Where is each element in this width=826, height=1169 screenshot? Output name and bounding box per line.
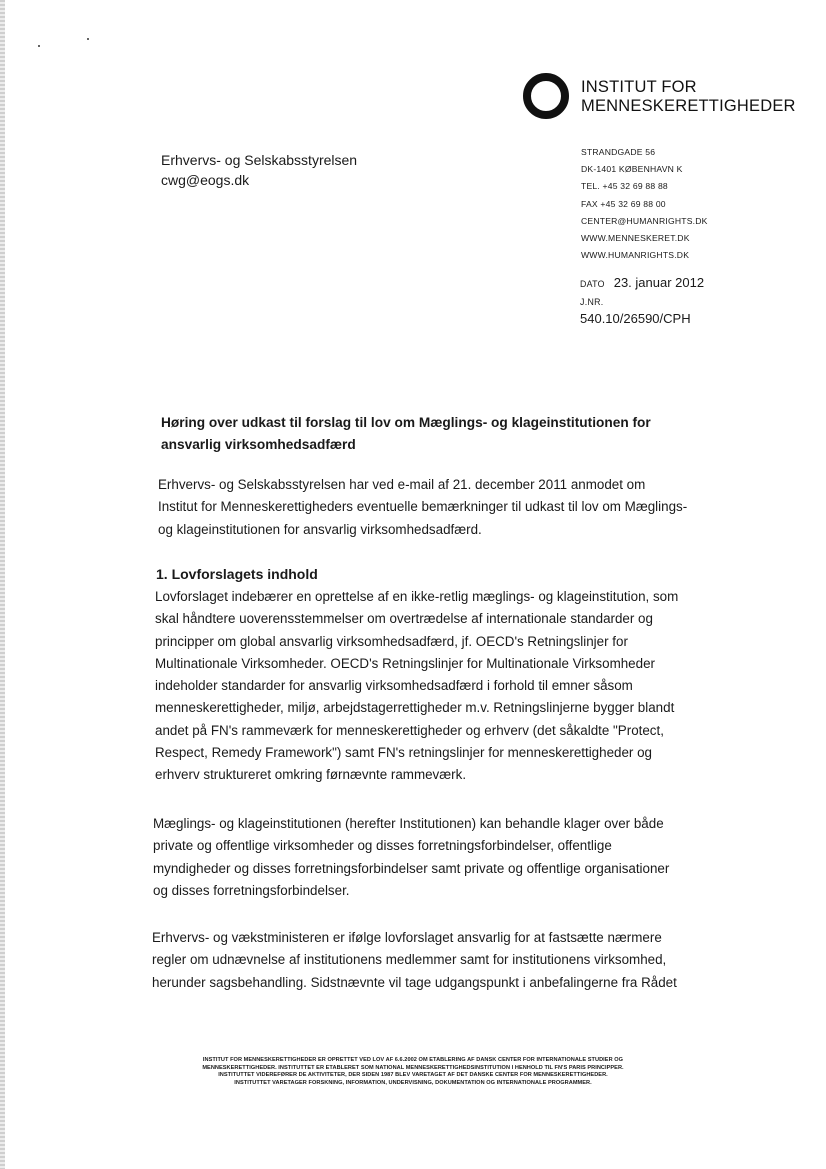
legal-footer [150, 1057, 676, 1088]
text-line: Mæglings- og klageinstitutionen (herefter Institutionen) kan behandle klager over både [153, 816, 664, 831]
text-line: og disses forretningsforbindelser. [153, 882, 350, 898]
section-heading: 1. Lovforslagets indhold [156, 566, 318, 582]
scan-speck [87, 38, 89, 40]
contact-city: DK-1401 KØBENHAVN K [581, 164, 683, 175]
text-line: herunder sagsbehandling. Sidstnævnte vil tage udgangspunkt i anbefalingerne fra Rådet [152, 974, 677, 990]
scan-speck [38, 45, 40, 47]
text-line: Respect, Remedy Framework") samt FN's retningslinjer for menneskerettigheder og [155, 745, 652, 761]
letter-subject [161, 412, 681, 455]
scan-edge-artifact [0, 0, 5, 1169]
intro-paragraph [158, 474, 698, 541]
section-paragraph-2 [153, 813, 693, 902]
meta-block [580, 274, 704, 328]
text-line: og klageinstitutionen for ansvarlig virksomhedsadfærd. [158, 521, 482, 537]
section-paragraph-3 [152, 927, 692, 994]
text-line: erhverv struktureret omkring førnævnte rammeværk. [155, 767, 467, 783]
logo-line-2: MENNESKERETTIGHEDER [581, 97, 796, 115]
text-line: Multinationale Virksomheder. OECD's Retningslinjer for Multinationale Virksomheder [155, 655, 655, 671]
contact-web-1: WWW.MENNESKERET.DK [581, 233, 690, 244]
text-line: Erhvervs- og vækstministeren er ifølge lovforslaget ansvarlig for at fastsætte nærmere [152, 930, 662, 945]
contact-fax: FAX +45 32 69 88 00 [581, 198, 666, 209]
jnr-label: J.NR. [580, 297, 604, 307]
contact-email: CENTER@HUMANRIGHTS.DK [581, 215, 708, 226]
jnr-value: 540.10/26590/CPH [580, 311, 691, 326]
contact-phone: TEL. +45 32 69 88 88 [581, 181, 668, 192]
text-line: Institut for Menneskerettigheders eventuelle bemærkninger til udkast til lov om Mæglings- [158, 499, 688, 515]
subject-line: Høring over udkast til forslag til lov om Mæglings- og klageinstitutionen for [161, 415, 651, 430]
date-label: DATO [580, 279, 605, 289]
text-line: indeholder standarder for ansvarlig virksomhedsadfærd i forhold til emner såsom [155, 678, 633, 694]
contact-street: STRANDGADE 56 [581, 147, 656, 157]
contact-block [581, 144, 708, 264]
text-line: regler om udnævnelse af institutionens medlemmer samt for institutionens virksomhed, [152, 952, 667, 968]
text-line: menneskerettigheder, miljø, arbejdstagerrettigheder m.v. Retningslinjerne bygger blandt [155, 700, 675, 716]
footer-line: INSTITUTTET VIDEREFØRER DE AKTIVITETER, DER SIDEN 1987 BLEV VARETAGET AF DET DANSKE CENTER FOR MENNESKERETTIGHEDER. [218, 1072, 608, 1079]
recipient-email: cwg@eogs.dk [161, 172, 250, 188]
contact-web-2: WWW.HUMANRIGHTS.DK [581, 250, 690, 261]
footer-line: INSTITUTTET VARETAGER FORSKNING, INFORMATION, UNDERVISNING, DOKUMENTATION OG INTERNATIONALE PROGRAMMER. [234, 1080, 592, 1087]
text-line: skal håndtere uoverensstemmelser om overtrædelse af internationale standarder og [155, 611, 653, 627]
institute-logo-text [581, 78, 796, 116]
recipient-block [161, 150, 357, 190]
institute-logo-icon [522, 72, 570, 125]
recipient-name: Erhvervs- og Selskabsstyrelsen [161, 152, 358, 168]
text-line: myndigheder og disses forretningsforbindelser samt private og offentlige organisationer [153, 860, 670, 876]
footer-line: MENNESKERETTIGHEDER. INSTITUTTET ER ETABLERET SOM NATIONAL MENNESKERETTIGHEDSINSTITUTION I HENHOLD TIL FN'S PARIS PRINCIPPER. [202, 1064, 624, 1071]
logo-line-1: INSTITUT FOR [581, 78, 697, 96]
subject-line: ansvarlig virksomhedsadfærd [161, 436, 356, 452]
text-line: principper om global ansvarlig virksomhedsadfærd, jf. OECD's Retningslinjer for [155, 633, 628, 649]
date-value: 23. januar 2012 [613, 275, 705, 290]
text-line: andet på FN's rammeværk for menneskerettigheder og erhverv (det såkaldte "Protect, [155, 722, 664, 738]
text-line: Lovforslaget indebærer en oprettelse af en ikke-retlig mæglings- og klageinstitution, som [155, 589, 679, 604]
text-line: private og offentlige virksomheder og disses forretningsforbindelser, offentlige [153, 838, 612, 854]
footer-line: INSTITUT FOR MENNESKERETTIGHEDER ER OPRETTET VED LOV AF 6.6.2002 OM ETABLERING AF DANSK CENTER FOR INTERNATIONALE STUDIER OG [202, 1057, 624, 1063]
text-line: Erhvervs- og Selskabsstyrelsen har ved e-mail af 21. december 2011 anmodet om [158, 477, 646, 492]
section-paragraph-1 [155, 586, 695, 787]
